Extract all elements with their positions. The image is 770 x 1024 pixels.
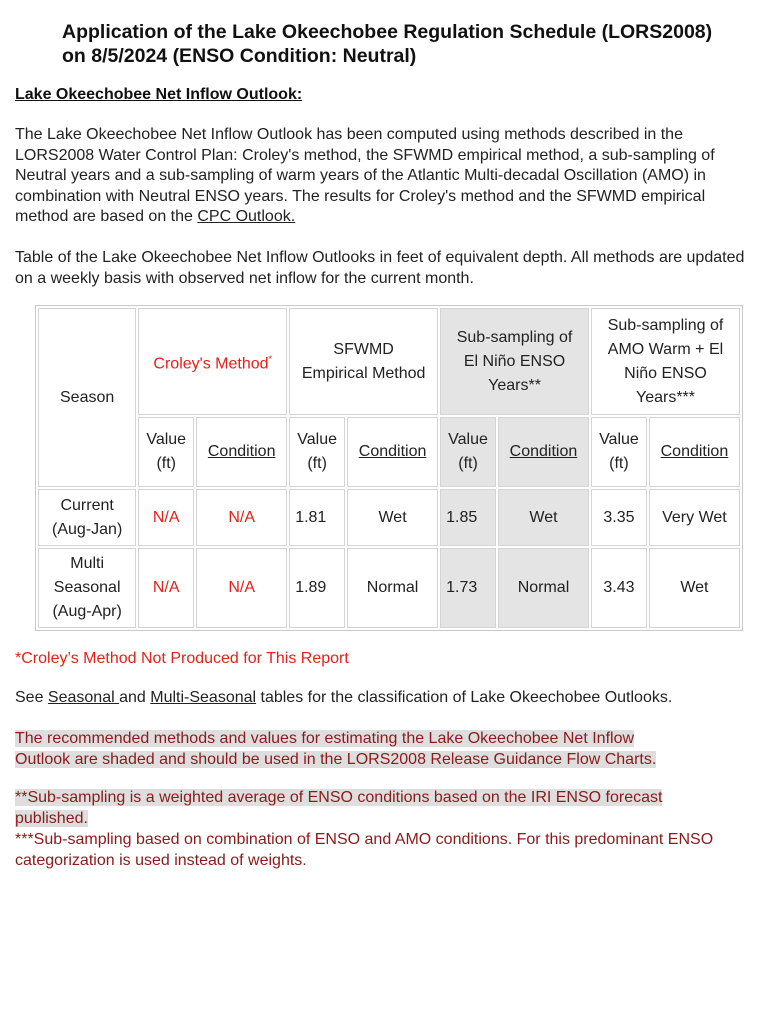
section-heading: Lake Okeechobee Net Inflow Outlook: [15, 86, 303, 103]
footnote-2-line-2: published. [15, 810, 88, 827]
intro-text: The Lake Okeechobee Net Inflow Outlook has been computed using methods described in the LORS2008 Water Control Plan: Croley's method, the SFWMD empirical method, a sub-sampling of Neutral years and a sub-sampling of warm years of the Atlantic Multi-decadal Oscillation (AMO) in combination with Neutral ENSO years. The results for Croley's method and the SFWMD empirical method are based on the [15, 126, 715, 225]
season-cell: Multi Seasonal (Aug-Apr) [38, 548, 136, 628]
amo-subsampling-header: Sub-sampling of AMO Warm + El Niño ENSO Years*** [591, 308, 740, 415]
title-line-2: on 8/5/2024 (ENSO Condition: Neutral) [62, 45, 417, 67]
table-intro-paragraph: Table of the Lake Okeechobee Net Inflow Outlooks in feet of equivalent depth. All methods are updated on a weekly basis with observed net inflow for the current month. [15, 249, 745, 287]
amo-value-cell: 3.43 [591, 548, 647, 628]
cpc-outlook-link[interactable]: CPC Outlook. [197, 208, 296, 225]
sfwmd-condition-header: Condition [347, 417, 438, 487]
enso-value-cell: 1.73 [440, 548, 496, 628]
inflow-outlook-table [35, 305, 743, 631]
amo-condition-cell: Very Wet [649, 489, 740, 546]
footnote-3: ***Sub-sampling based on combination of ENSO and AMO conditions. For this predominant ENSO categorization is used instead of weights. [15, 831, 714, 869]
enso-condition-header: Condition [498, 417, 589, 487]
amo-value-cell: 3.35 [591, 489, 647, 546]
amo-condition-header: Condition [649, 417, 740, 487]
enso-value-header: Value (ft) [440, 417, 496, 487]
enso-value-cell: 1.85 [440, 489, 496, 546]
season-cell: Current (Aug-Jan) [38, 489, 136, 546]
sfwmd-value-cell: 1.81 [289, 489, 345, 546]
seasonal-link[interactable]: Seasonal [47, 689, 120, 706]
table-header-row [38, 308, 740, 415]
sfwmd-condition-cell: Normal [347, 548, 438, 628]
sfwmd-method-header: SFWMD Empirical Method [289, 308, 438, 415]
classification-note: See Seasonal and Multi-Seasonal tables for the classification of Lake Okeechobee Outlooks. [15, 689, 673, 706]
amo-condition-cell: Wet [649, 548, 740, 628]
enso-subsampling-header: Sub-sampling of El Niño ENSO Years** [440, 308, 589, 415]
amo-value-header: Value (ft) [591, 417, 647, 487]
page-title [62, 20, 752, 68]
croley-note: *Croley’s Method Not Produced for This Report [15, 650, 349, 667]
recommended-line-2: Outlook are shaded and should be used in the LORS2008 Release Guidance Flow Charts. [15, 751, 657, 768]
croley-asterisk: * [268, 353, 273, 364]
croley-value-cell: N/A [138, 548, 194, 628]
multi-seasonal-link[interactable]: Multi-Seasonal [150, 689, 257, 706]
croley-value-cell: N/A [138, 489, 194, 546]
season-header: Season [38, 308, 136, 487]
sfwmd-value-cell: 1.89 [289, 548, 345, 628]
table-subheader-row [38, 417, 740, 487]
enso-condition-cell: Wet [498, 489, 589, 546]
croley-condition-cell: N/A [196, 489, 287, 546]
croley-method-header: Croley's Method* [138, 308, 287, 415]
croley-value-header: Value (ft) [138, 417, 194, 487]
sfwmd-condition-cell: Wet [347, 489, 438, 546]
sfwmd-value-header: Value (ft) [289, 417, 345, 487]
croley-condition-header: Condition [196, 417, 287, 487]
footnotes [15, 787, 760, 871]
table-row [38, 489, 740, 546]
recommended-note [15, 728, 760, 770]
table-row [38, 548, 740, 628]
croley-condition-cell: N/A [196, 548, 287, 628]
title-line-1: Application of the Lake Okeechobee Regulation Schedule (LORS2008) [62, 21, 713, 43]
footnote-2-line-1: **Sub-sampling is a weighted average of ENSO conditions based on the IRI ENSO forecast [15, 789, 663, 806]
enso-condition-cell: Normal [498, 548, 589, 628]
intro-paragraph [15, 125, 760, 228]
recommended-line-1: The recommended methods and values for estimating the Lake Okeechobee Net Inflow [15, 730, 635, 747]
